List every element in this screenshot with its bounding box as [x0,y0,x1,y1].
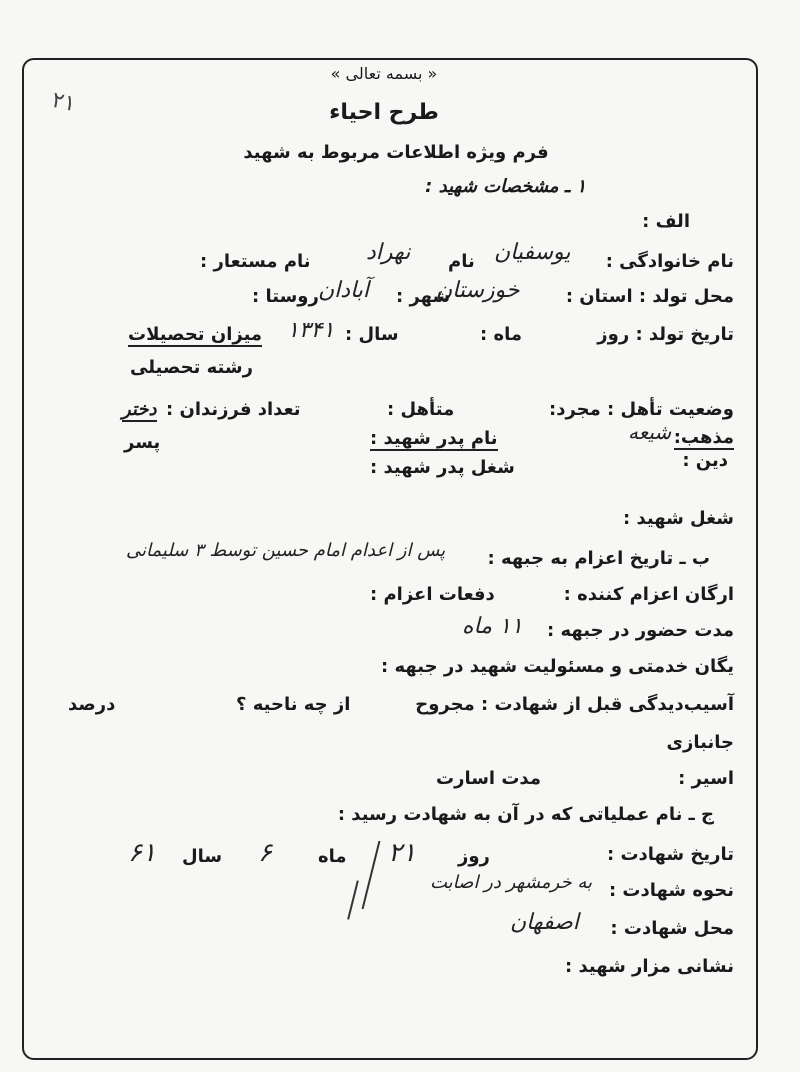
martyrdom-manner-label: نحوه شهادت : [608,880,734,901]
village-label: روستا : [252,286,319,307]
marital-status-label: وضعیت تأهل : مجرد: [549,399,734,420]
grave-address-label: نشانی مزار شهید : [564,956,734,977]
city-label: شهر : [396,286,451,307]
first-name-label: نام [448,251,475,272]
first-name-value: نهراد [366,240,411,265]
birth-year-value: ۱۳۴۱ [287,318,335,343]
city-value: آبادان [318,278,370,303]
martyrdom-month-value: ۶ [258,838,272,868]
invocation: « بسمه تعالی » [330,64,438,83]
operation-label: ج ـ نام عملیاتی که در آن به شهادت رسید : [337,804,714,825]
martyr-job-label: شغل شهید : [623,508,734,529]
martyrdom-manner-value: به خرمشهر در اصابت [430,872,592,893]
martyrdom-day-value: ۲۱ [388,838,416,868]
martyrdom-month-label: ماه [318,846,347,867]
daughter-label: دختر [122,399,157,420]
last-name-value: یوسفیان [494,240,571,265]
dispatch-org-label: ارگان اعزام کننده : [563,584,734,605]
birth-year-label: سال : [345,324,399,345]
service-unit-label: یگان خدمتی و مسئولیت شهید در جبهه : [381,656,734,677]
subsection-a-label: الف : [642,211,690,232]
martyrdom-day-label: روز [458,846,490,867]
martyrdom-year-label: سال [182,846,223,867]
section1-title: ۱ ـ مشخصات شهید : [425,176,586,197]
form-title: فرم ویژه اطلاعات مربوط به شهید [243,142,549,163]
injury-area-label: از چه ناحیه ؟ [236,694,351,715]
project-title: طرح احیاء [329,100,439,125]
dispatch-count-label: دفعات اعزام : [370,584,495,605]
field-of-study-label: رشته تحصیلی [130,357,253,378]
captivity-duration-label: مدت اسارت [436,768,541,789]
martyrdom-date-label: تاریخ شهادت : [606,844,734,865]
religion-label: دین : [682,450,728,471]
province-value: خوزستان [436,278,520,303]
injury-label: آسیب‌دیدگی قبل از شهادت : مجروح [415,694,734,715]
front-duration-label: مدت حضور در جبهه : [547,620,734,641]
education-label: میزان تحصیلات [128,324,263,345]
alias-label: نام مستعار : [200,251,311,272]
dispatch-date-label: ب ـ تاریخ اعزام به جبهه : [487,548,710,569]
captive-label: اسیر : [678,768,734,789]
married-label: متأهل : [387,399,455,420]
birth-month-label: ماه : [480,324,522,345]
martyrdom-place-label: محل شهادت : [610,918,734,939]
front-duration-value: ۱۱ ماه [462,614,523,639]
sect-label: مذهب: [673,427,734,448]
dispatch-date-value: پس از اعدام امام حسین توسط ۳ سلیمانی [126,540,446,561]
birthdate-label: تاریخ تولد : روز [597,324,734,345]
martyrdom-year-value: ۶۱ [128,838,156,868]
children-label: تعداد فرزندان : [166,399,301,420]
martyrdom-place-value: اصفهان [510,910,579,935]
son-label: پسر [124,432,161,453]
last-name-label: نام خانوادگی : [605,251,734,272]
disability-label: جانبازی [666,732,734,753]
father-job-label: شغل پدر شهید : [370,457,515,478]
sect-value: شیعه [628,420,672,444]
percent-label: درصد [68,694,116,715]
birthplace-label: محل تولد : استان : [565,286,734,307]
father-name-label: نام پدر شهید : [370,428,498,449]
page-number-mark: ۲۱ [49,87,78,118]
